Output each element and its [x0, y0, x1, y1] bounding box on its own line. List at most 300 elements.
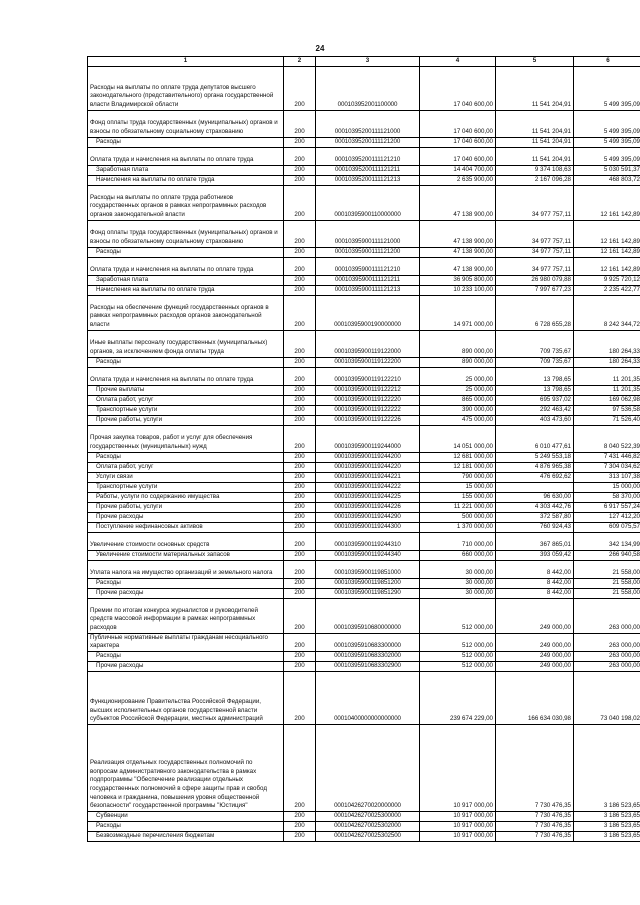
row-approved-cell: 14 051 000,00	[420, 425, 496, 452]
table-row	[88, 821, 640, 831]
row-budget-code-cell: 00010395900119122226	[316, 415, 420, 425]
row-approved-cell: 47 138 900,00	[420, 247, 496, 257]
row-budget-code-cell: 00010395910683300000	[316, 633, 420, 651]
row-name-cell: Заработная плата	[88, 165, 284, 175]
row-line-code-cell: 200	[284, 651, 316, 661]
row-remaining-cell: 3 186 523,65	[574, 831, 640, 841]
row-name-cell: Транспортные услуги	[88, 482, 284, 492]
row-executed-cell: 709 735,67	[496, 330, 574, 357]
table-row	[88, 651, 640, 661]
row-remaining-cell: 58 370,00	[574, 492, 640, 502]
row-line-code-cell: 200	[284, 357, 316, 367]
row-approved-cell: 17 040 600,00	[420, 66, 496, 110]
row-name-cell: Расходы	[88, 247, 284, 257]
row-line-code-cell: 200	[284, 165, 316, 175]
row-line-code-cell: 200	[284, 811, 316, 821]
row-approved-cell: 12 181 000,00	[420, 462, 496, 472]
row-executed-cell: 4 303 442,76	[496, 502, 574, 512]
row-name-cell: Расходы	[88, 137, 284, 147]
row-name-cell: Услуги связи	[88, 472, 284, 482]
row-budget-code-cell: 00010395900119244300	[316, 522, 420, 532]
row-line-code-cell: 200	[284, 415, 316, 425]
row-executed-cell	[496, 482, 574, 492]
table-row	[88, 661, 640, 671]
table-row	[88, 831, 640, 841]
row-name-cell: Оплата работ, услуг	[88, 395, 284, 405]
row-budget-code-cell: 00010395900119122000	[316, 330, 420, 357]
row-name-cell: Расходы на выплаты по оплате труда работников государственных органов в рамках непрограммных расходов органов законодательной власти	[88, 185, 284, 220]
row-remaining-cell: 5 030 591,37	[574, 165, 640, 175]
column-header-5: 5	[496, 57, 574, 67]
row-remaining-cell: 12 161 142,89	[574, 185, 640, 220]
table-row	[88, 165, 640, 175]
row-approved-cell: 512 000,00	[420, 651, 496, 661]
row-approved-cell: 36 905 800,00	[420, 275, 496, 285]
row-name-cell: Прочая закупка товаров, работ и услуг для обеспечения государственных (муниципальных) нужд	[88, 425, 284, 452]
row-approved-cell: 475 000,00	[420, 415, 496, 425]
row-remaining-cell: 609 075,57	[574, 522, 640, 532]
row-budget-code-cell: 00010395900119244220	[316, 462, 420, 472]
row-executed-cell: 709 735,67	[496, 357, 574, 367]
row-budget-code-cell: 00010395900119851200	[316, 578, 420, 588]
row-line-code-cell: 200	[284, 257, 316, 275]
row-name-cell: Фонд оплаты труда государственных (муниципальных) органов и взносы по обязательному социальному страхованию	[88, 220, 284, 247]
row-name-cell: Работы, услуги по содержанию имущества	[88, 492, 284, 502]
row-budget-code-cell: 00010395900110000000	[316, 185, 420, 220]
row-budget-code-cell: 00010426270025300000	[316, 811, 420, 821]
row-budget-code-cell: 00010395900111121213	[316, 285, 420, 295]
row-name-cell: Субвенции	[88, 811, 284, 821]
row-line-code-cell: 200	[284, 367, 316, 385]
row-executed-cell: 249 000,00	[496, 661, 574, 671]
row-line-code-cell: 200	[284, 532, 316, 550]
row-executed-cell: 11 541 204,91	[496, 110, 574, 137]
row-remaining-cell: 313 107,38	[574, 472, 640, 482]
budget-report-table-wrapper	[87, 56, 640, 842]
row-remaining-cell: 263 000,00	[574, 651, 640, 661]
row-remaining-cell: 21 558,00	[574, 578, 640, 588]
row-remaining-cell: 266 940,58	[574, 550, 640, 560]
column-header-1: 1	[88, 57, 284, 67]
row-budget-code-cell: 00010395900119851000	[316, 560, 420, 578]
row-executed-cell: 34 977 757,11	[496, 185, 574, 220]
table-row	[88, 522, 640, 532]
row-name-cell: Увеличение стоимости основных средств	[88, 532, 284, 550]
row-approved-cell: 500 000,00	[420, 512, 496, 522]
row-remaining-cell: 3 186 523,65	[574, 821, 640, 831]
row-remaining-cell: 169 062,98	[574, 395, 640, 405]
row-name-cell: Расходы	[88, 578, 284, 588]
row-budget-code-cell: 00010395900190000000	[316, 295, 420, 330]
row-approved-cell: 1 370 000,00	[420, 522, 496, 532]
row-approved-cell: 710 000,00	[420, 532, 496, 550]
table-row	[88, 452, 640, 462]
row-remaining-cell: 15 000,00	[574, 482, 640, 492]
row-executed-cell: 26 980 079,88	[496, 275, 574, 285]
row-remaining-cell: 5 499 395,09	[574, 137, 640, 147]
row-name-cell: Прочие расходы	[88, 588, 284, 598]
row-executed-cell: 34 977 757,11	[496, 247, 574, 257]
row-name-cell: Премии по итогам конкурса журналистов и руководителей средств массовой информации в рамках непрограммных расходов	[88, 598, 284, 633]
row-budget-code-cell: 00010395900111121211	[316, 275, 420, 285]
row-approved-cell: 660 000,00	[420, 550, 496, 560]
table-row	[88, 285, 640, 295]
row-line-code-cell: 200	[284, 385, 316, 395]
row-budget-code-cell: 00010395900119244310	[316, 532, 420, 550]
row-line-code-cell: 200	[284, 588, 316, 598]
row-executed-cell: 34 977 757,11	[496, 220, 574, 247]
table-row	[88, 560, 640, 578]
row-line-code-cell: 200	[284, 482, 316, 492]
row-name-cell: Расходы	[88, 651, 284, 661]
row-line-code-cell: 200	[284, 821, 316, 831]
row-name-cell: Прочие работы, услуги	[88, 502, 284, 512]
column-header-6: 6	[574, 57, 640, 67]
row-line-code-cell: 200	[284, 472, 316, 482]
row-approved-cell: 890 000,00	[420, 330, 496, 357]
row-name-cell: Расходы на обеспечение функций государственных органов в рамках непрограммных расходов органов законодательной власти	[88, 295, 284, 330]
row-budget-code-cell: 000103952001100000	[316, 66, 420, 110]
row-executed-cell: 4 876 965,38	[496, 462, 574, 472]
row-line-code-cell: 200	[284, 220, 316, 247]
header-row	[88, 57, 640, 67]
row-executed-cell: 7 730 476,35	[496, 811, 574, 821]
row-approved-cell: 10 917 000,00	[420, 831, 496, 841]
row-executed-cell: 96 630,00	[496, 492, 574, 502]
row-name-cell: Расходы	[88, 452, 284, 462]
table-row	[88, 724, 640, 811]
row-executed-cell: 6 728 655,28	[496, 295, 574, 330]
row-executed-cell: 372 587,80	[496, 512, 574, 522]
row-approved-cell: 30 000,00	[420, 578, 496, 588]
row-name-cell: Прочие расходы	[88, 661, 284, 671]
row-remaining-cell: 21 558,00	[574, 560, 640, 578]
row-executed-cell: 11 541 204,91	[496, 137, 574, 147]
row-remaining-cell: 468 803,72	[574, 175, 640, 185]
table-row	[88, 633, 640, 651]
row-line-code-cell: 200	[284, 137, 316, 147]
row-executed-cell: 166 634 030,98	[496, 671, 574, 724]
row-remaining-cell: 2 235 422,77	[574, 285, 640, 295]
table-row	[88, 275, 640, 285]
row-line-code-cell: 200	[284, 295, 316, 330]
row-approved-cell: 47 138 900,00	[420, 220, 496, 247]
row-name-cell: Расходы	[88, 821, 284, 831]
row-name-cell: Фонд оплаты труда государственных (муниципальных) органов и взносы по обязательному социальному страхованию	[88, 110, 284, 137]
row-name-cell: Прочие выплаты	[88, 385, 284, 395]
table-row	[88, 175, 640, 185]
row-name-cell: Оплата труда и начисления на выплаты по оплате труда	[88, 257, 284, 275]
row-budget-code-cell: 00010395200111121211	[316, 165, 420, 175]
row-budget-code-cell: 00010395900119122210	[316, 367, 420, 385]
row-name-cell: Оплата труда и начисления на выплаты по оплате труда	[88, 367, 284, 385]
row-line-code-cell: 200	[284, 175, 316, 185]
row-executed-cell: 7 997 677,23	[496, 285, 574, 295]
row-budget-code-cell: 00010395900119244000	[316, 425, 420, 452]
row-line-code-cell: 200	[284, 147, 316, 165]
row-remaining-cell: 263 000,00	[574, 661, 640, 671]
page-number: 24	[315, 44, 325, 53]
row-budget-code-cell: 00010395910683302900	[316, 661, 420, 671]
row-budget-code-cell: 00010426270025302500	[316, 831, 420, 841]
row-executed-cell: 249 000,00	[496, 633, 574, 651]
row-executed-cell: 476 692,62	[496, 472, 574, 482]
column-header-2: 2	[284, 57, 316, 67]
table-row	[88, 185, 640, 220]
row-name-cell: Прочие расходы	[88, 512, 284, 522]
row-remaining-cell: 12 161 142,89	[574, 247, 640, 257]
row-line-code-cell: 200	[284, 578, 316, 588]
row-budget-code-cell: 00010395900119851290	[316, 588, 420, 598]
row-name-cell: Оплата работ, услуг	[88, 462, 284, 472]
row-budget-code-cell: 00010395900119244221	[316, 472, 420, 482]
row-line-code-cell: 200	[284, 66, 316, 110]
table-row	[88, 395, 640, 405]
row-budget-code-cell: 00010395200111121213	[316, 175, 420, 185]
row-approved-cell: 12 681 000,00	[420, 452, 496, 462]
table-row	[88, 295, 640, 330]
row-budget-code-cell: 00010395900119244290	[316, 512, 420, 522]
row-budget-code-cell: 00010395900119122220	[316, 395, 420, 405]
row-line-code-cell: 200	[284, 502, 316, 512]
row-approved-cell: 10 233 100,00	[420, 285, 496, 295]
row-approved-cell: 2 635 900,00	[420, 175, 496, 185]
row-approved-cell: 512 000,00	[420, 598, 496, 633]
row-remaining-cell: 71 526,40	[574, 415, 640, 425]
row-approved-cell: 47 138 900,00	[420, 185, 496, 220]
row-remaining-cell: 263 000,00	[574, 598, 640, 633]
row-line-code-cell: 200	[284, 405, 316, 415]
row-line-code-cell: 200	[284, 185, 316, 220]
row-budget-code-cell: 00010395900119244226	[316, 502, 420, 512]
row-budget-code-cell: 00010395900111121200	[316, 247, 420, 257]
table-row	[88, 550, 640, 560]
table-row	[88, 502, 640, 512]
row-name-cell: Начисления на выплаты по оплате труда	[88, 285, 284, 295]
row-executed-cell: 292 463,42	[496, 405, 574, 415]
row-budget-code-cell: 00010395900111121000	[316, 220, 420, 247]
row-budget-code-cell: 00010395910683302000	[316, 651, 420, 661]
row-line-code-cell: 200	[284, 512, 316, 522]
row-remaining-cell: 5 499 395,09	[574, 66, 640, 110]
row-budget-code-cell: 00010395910680000000	[316, 598, 420, 633]
row-remaining-cell: 8 040 522,39	[574, 425, 640, 452]
table-row	[88, 385, 640, 395]
row-executed-cell: 760 924,43	[496, 522, 574, 532]
row-executed-cell: 11 541 204,91	[496, 66, 574, 110]
row-executed-cell: 2 167 096,28	[496, 175, 574, 185]
row-executed-cell: 403 473,60	[496, 415, 574, 425]
row-budget-code-cell: 00010395200111121210	[316, 147, 420, 165]
row-executed-cell: 34 977 757,11	[496, 257, 574, 275]
row-approved-cell: 17 040 600,00	[420, 147, 496, 165]
row-approved-cell: 25 000,00	[420, 385, 496, 395]
row-budget-code-cell: 00010395900119244222	[316, 482, 420, 492]
row-approved-cell: 17 040 600,00	[420, 110, 496, 137]
row-approved-cell: 30 000,00	[420, 588, 496, 598]
table-row	[88, 482, 640, 492]
row-executed-cell: 7 730 476,35	[496, 821, 574, 831]
row-approved-cell: 790 000,00	[420, 472, 496, 482]
row-remaining-cell: 11 201,35	[574, 385, 640, 395]
row-line-code-cell: 200	[284, 395, 316, 405]
row-name-cell: Расходы	[88, 357, 284, 367]
row-approved-cell: 890 000,00	[420, 357, 496, 367]
row-name-cell: Поступление нефинансовых активов	[88, 522, 284, 532]
row-remaining-cell: 8 242 344,72	[574, 295, 640, 330]
table-row	[88, 588, 640, 598]
table-row	[88, 66, 640, 110]
row-executed-cell: 11 541 204,91	[496, 147, 574, 165]
row-name-cell: Реализация отдельных государственных полномочий по вопросам административного законодательства в рамках подпрограммы "Обеспечение реализации отдельных государственных полномочий в сфере защиты прав и свобод человека и гражданина, повышения уровня общественной безопасности" государственной программы "Юстиция"	[88, 724, 284, 811]
row-line-code-cell: 200	[284, 560, 316, 578]
row-budget-code-cell: 00010395900119244340	[316, 550, 420, 560]
row-budget-code-cell: 00010395200111121200	[316, 137, 420, 147]
column-header-4: 4	[420, 57, 496, 67]
row-executed-cell: 7 730 476,35	[496, 724, 574, 811]
table-row	[88, 220, 640, 247]
row-executed-cell: 393 059,42	[496, 550, 574, 560]
row-executed-cell: 8 442,00	[496, 588, 574, 598]
table-row	[88, 472, 640, 482]
table-row	[88, 462, 640, 472]
row-approved-cell: 30 000,00	[420, 560, 496, 578]
row-line-code-cell: 200	[284, 724, 316, 811]
row-remaining-cell: 263 000,00	[574, 633, 640, 651]
row-line-code-cell: 200	[284, 275, 316, 285]
table-row	[88, 671, 640, 724]
row-budget-code-cell: 00010400000000000000	[316, 671, 420, 724]
row-remaining-cell: 12 161 142,89	[574, 220, 640, 247]
table-row	[88, 147, 640, 165]
row-remaining-cell: 21 558,00	[574, 588, 640, 598]
row-line-code-cell: 200	[284, 285, 316, 295]
table-row	[88, 110, 640, 137]
row-executed-cell: 249 000,00	[496, 651, 574, 661]
row-approved-cell: 15 000,00	[420, 482, 496, 492]
row-name-cell: Транспортные услуги	[88, 405, 284, 415]
row-line-code-cell: 200	[284, 247, 316, 257]
row-remaining-cell: 3 186 523,65	[574, 724, 640, 811]
table-row	[88, 330, 640, 357]
table-body	[88, 66, 640, 841]
table-row	[88, 492, 640, 502]
row-approved-cell: 865 000,00	[420, 395, 496, 405]
row-executed-cell: 13 798,65	[496, 367, 574, 385]
row-remaining-cell: 5 499 395,09	[574, 110, 640, 137]
row-line-code-cell: 200	[284, 462, 316, 472]
row-name-cell: Расходы на выплаты по оплате труда депутатов высшего законодательного (представительного) органа государственной власти Владимирской области	[88, 66, 284, 110]
row-line-code-cell: 200	[284, 831, 316, 841]
row-name-cell: Прочие работы, услуги	[88, 415, 284, 425]
table-row	[88, 137, 640, 147]
table-row	[88, 425, 640, 452]
row-name-cell: Начисления на выплаты по оплате труда	[88, 175, 284, 185]
row-remaining-cell: 342 134,99	[574, 532, 640, 550]
row-line-code-cell: 200	[284, 633, 316, 651]
row-remaining-cell: 3 186 523,65	[574, 811, 640, 821]
row-line-code-cell: 200	[284, 452, 316, 462]
row-approved-cell: 239 674 229,00	[420, 671, 496, 724]
row-budget-code-cell: 00010395900119244200	[316, 452, 420, 462]
row-approved-cell: 512 000,00	[420, 633, 496, 651]
row-executed-cell: 13 798,65	[496, 385, 574, 395]
table-row	[88, 415, 640, 425]
row-budget-code-cell: 00010426270025302000	[316, 821, 420, 831]
row-executed-cell: 249 000,00	[496, 598, 574, 633]
row-line-code-cell: 200	[284, 110, 316, 137]
row-remaining-cell: 7 304 034,62	[574, 462, 640, 472]
row-approved-cell: 47 138 900,00	[420, 257, 496, 275]
row-name-cell: Функционирование Правительства Российской Федерации, высших исполнительных органов государственной власти субъектов Российской Федерации, местных администраций	[88, 671, 284, 724]
row-approved-cell: 11 221 000,00	[420, 502, 496, 512]
row-remaining-cell: 127 412,20	[574, 512, 640, 522]
row-executed-cell: 7 730 476,35	[496, 831, 574, 841]
row-executed-cell: 6 010 477,61	[496, 425, 574, 452]
row-name-cell: Уплата налога на имущество организаций и земельного налога	[88, 560, 284, 578]
row-approved-cell: 155 000,00	[420, 492, 496, 502]
row-remaining-cell: 9 925 720,12	[574, 275, 640, 285]
row-budget-code-cell: 00010395900119122200	[316, 357, 420, 367]
row-remaining-cell: 73 040 198,02	[574, 671, 640, 724]
row-budget-code-cell: 00010426270020000000	[316, 724, 420, 811]
row-line-code-cell: 200	[284, 522, 316, 532]
row-remaining-cell: 11 201,35	[574, 367, 640, 385]
row-name-cell: Оплата труда и начисления на выплаты по оплате труда	[88, 147, 284, 165]
table-row	[88, 247, 640, 257]
row-name-cell: Безвозмездные перечисления бюджетам	[88, 831, 284, 841]
row-remaining-cell: 97 536,58	[574, 405, 640, 415]
row-remaining-cell: 180 264,33	[574, 357, 640, 367]
row-remaining-cell: 12 161 142,89	[574, 257, 640, 275]
row-executed-cell: 5 249 553,18	[496, 452, 574, 462]
row-name-cell: Публичные нормативные выплаты гражданам несоциального характера	[88, 633, 284, 651]
row-approved-cell: 10 917 000,00	[420, 724, 496, 811]
row-executed-cell: 9 374 108,63	[496, 165, 574, 175]
row-executed-cell: 367 865,01	[496, 532, 574, 550]
table-row	[88, 512, 640, 522]
table-row	[88, 357, 640, 367]
table-row	[88, 532, 640, 550]
row-remaining-cell: 7 431 446,82	[574, 452, 640, 462]
row-budget-code-cell: 00010395900119244225	[316, 492, 420, 502]
budget-report-table	[87, 56, 640, 842]
row-line-code-cell: 200	[284, 330, 316, 357]
row-approved-cell: 512 000,00	[420, 661, 496, 671]
row-remaining-cell: 5 499 395,09	[574, 147, 640, 165]
table-row	[88, 811, 640, 821]
row-line-code-cell: 200	[284, 671, 316, 724]
row-name-cell: Увеличение стоимости материальных запасов	[88, 550, 284, 560]
row-line-code-cell: 200	[284, 598, 316, 633]
row-budget-code-cell: 00010395900119122222	[316, 405, 420, 415]
table-row	[88, 578, 640, 588]
table-row	[88, 598, 640, 633]
row-line-code-cell: 200	[284, 425, 316, 452]
row-name-cell: Заработная плата	[88, 275, 284, 285]
table-row	[88, 257, 640, 275]
row-budget-code-cell: 00010395900119122212	[316, 385, 420, 395]
row-executed-cell: 8 442,00	[496, 560, 574, 578]
row-approved-cell: 14 404 700,00	[420, 165, 496, 175]
row-budget-code-cell: 00010395900111121210	[316, 257, 420, 275]
row-approved-cell: 14 971 000,00	[420, 295, 496, 330]
row-approved-cell: 25 000,00	[420, 367, 496, 385]
column-header-3: 3	[316, 57, 420, 67]
row-budget-code-cell: 00010395200111121000	[316, 110, 420, 137]
row-approved-cell: 10 917 000,00	[420, 821, 496, 831]
row-line-code-cell: 200	[284, 492, 316, 502]
